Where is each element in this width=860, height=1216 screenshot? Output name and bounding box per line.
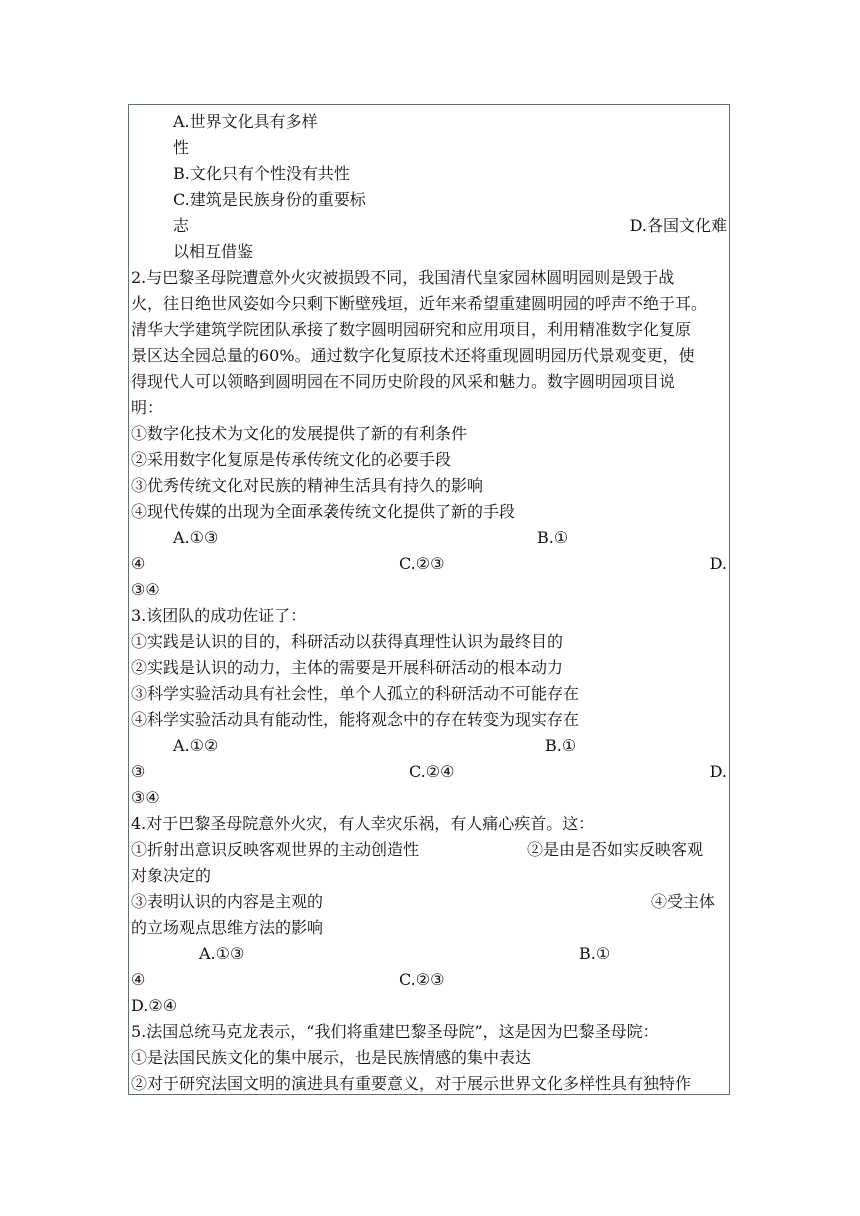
q4-option-b: B.① [579, 944, 611, 963]
q2-item-2: ②采用数字化复原是传承传统文化的必要手段 [131, 450, 452, 469]
q2-stem-line: 明： [131, 398, 164, 417]
q3-option-b-cont: ③ [131, 762, 146, 781]
q4-item-4-cont: 的立场观点思维方法的影响 [131, 918, 324, 937]
q2-option-b: B.① [537, 528, 569, 547]
q3-option-b: B.① [545, 736, 577, 755]
q4-option-c: C.②③ [399, 970, 445, 989]
q2-item-3: ③优秀传统文化对民族的精神生活具有持久的影响 [131, 476, 484, 495]
q2-stem-line: 清华大学建筑学院团队承接了数字圆明园研究和应用项目，利用精准数字化复原 [131, 320, 692, 339]
q4-item-2-cont: 对象决定的 [131, 866, 212, 885]
q2-stem-line: 得现代人可以领略到圆明园在不同历史阶段的风采和魅力。数字圆明园项目说 [131, 372, 676, 391]
q2-option-d-cont: ③④ [131, 580, 160, 599]
q4-item-4: ④受主体 [651, 892, 716, 911]
q1-option-b: B.文化只有个性没有共性 [173, 164, 350, 183]
q3-option-a: A.①② [173, 736, 219, 755]
q2-stem-line: 火，往日绝世风姿如今只剩下断壁残垣，近年来希望重建圆明园的呼声不绝于耳。 [131, 294, 708, 313]
q1-option-d: D.各国文化难 [629, 216, 727, 235]
q4-stem: 4.对于巴黎圣母院意外火灾，有人幸灾乐祸，有人痛心疾首。这： [131, 814, 595, 833]
q3-option-d: D. [709, 762, 727, 781]
q1-option-a: A.世界文化具有多样 [173, 112, 318, 131]
q3-option-c: C.②④ [409, 762, 455, 781]
document-page [128, 104, 730, 1095]
q4-item-2: ②是由是否如实反映客观 [527, 840, 704, 859]
q3-stem: 3.该团队的成功佐证了： [131, 606, 307, 625]
q4-item-3: ③表明认识的内容是主观的 [131, 892, 324, 911]
q5-item-1: ①是法国民族文化的集中展示，也是民族情感的集中表达 [131, 1048, 532, 1067]
q4-option-d: D.②④ [131, 996, 178, 1015]
q2-stem-line: 2.与巴黎圣母院遭意外火灾被损毁不同，我国清代皇家园林圆明园则是毁于战 [131, 268, 675, 287]
q2-item-1: ①数字化技术为文化的发展提供了新的有利条件 [131, 424, 468, 443]
q3-item-1: ①实践是认识的目的，科研活动以获得真理性认识为最终目的 [131, 632, 564, 651]
q2-option-c: C.②③ [399, 554, 445, 573]
q3-item-4: ④科学实验活动具有能动性，能将观念中的存在转变为现实存在 [131, 710, 580, 729]
q4-option-a: A.①③ [199, 944, 245, 963]
q4-option-b-cont: ④ [131, 970, 146, 989]
q3-item-3: ③科学实验活动具有社会性，单个人孤立的科研活动不可能存在 [131, 684, 580, 703]
q1-option-d-cont: 以相互借鉴 [173, 242, 254, 261]
q2-item-4: ④现代传媒的出现为全面承袭传统文化提供了新的手段 [131, 502, 516, 521]
q1-option-c: C.建筑是民族身份的重要标 [173, 190, 366, 209]
q2-option-d: D. [709, 554, 727, 573]
q4-item-1: ①折射出意识反映客观世界的主动创造性 [131, 840, 420, 859]
q1-option-c-cont: 志 [173, 216, 190, 235]
q3-option-d-cont: ③④ [131, 788, 160, 807]
q2-option-b-cont: ④ [131, 554, 146, 573]
q2-stem-line: 景区达全园总量的60%。通过数字化复原技术还将重现圆明园历代景观变更，使 [131, 346, 695, 365]
q5-stem: 5.法国总统马克龙表示，“我们将重建巴黎圣母院”，这是因为巴黎圣母院： [131, 1022, 659, 1041]
q1-option-a-cont: 性 [173, 138, 190, 157]
q3-item-2: ②实践是认识的动力，主体的需要是开展科研活动的根本动力 [131, 658, 564, 677]
q5-item-2: ②对于研究法国文明的演进具有重要意义，对于展示世界文化多样性具有独特作 [131, 1074, 692, 1093]
q2-option-a: A.①③ [173, 528, 219, 547]
